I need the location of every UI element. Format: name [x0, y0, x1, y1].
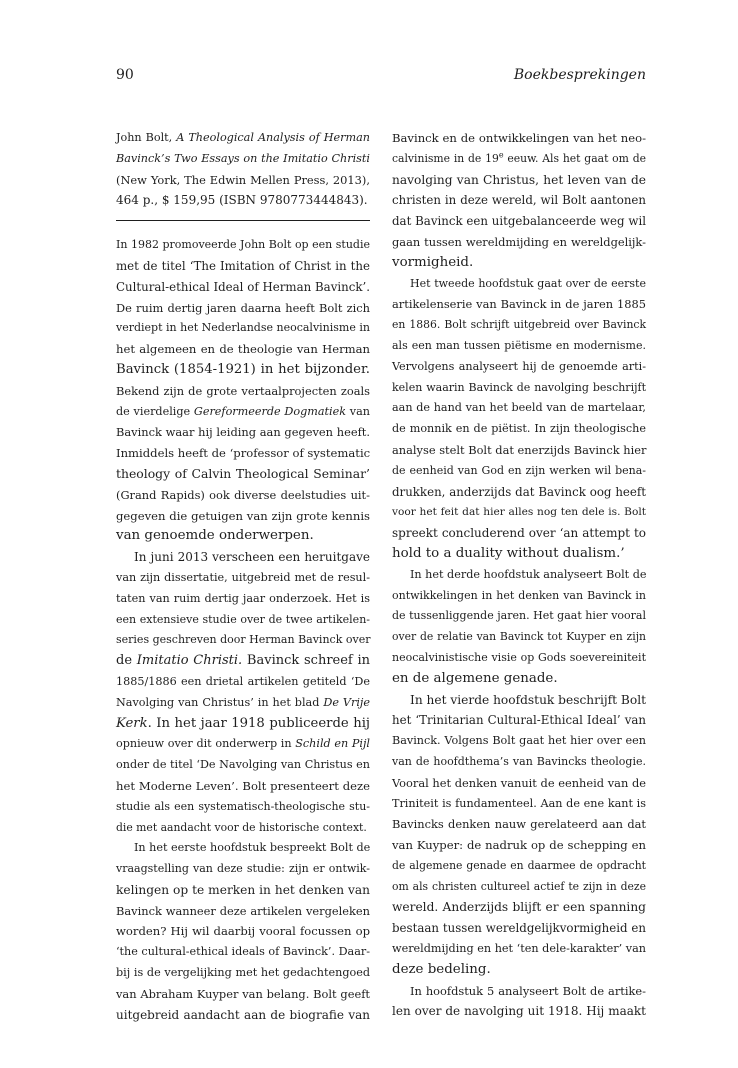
text-line: [392, 523, 646, 544]
text-run: (New York, The Edwin Mellen Press, 2013),: [116, 172, 370, 187]
text-line: [116, 128, 370, 149]
text-run: met de titel ‘The Imitation of Christ in the: [116, 258, 370, 273]
text-run: kelen waarin Bavinck de navolging beschrijft: [392, 380, 646, 394]
text-run: Bavinck en de ontwikkelingen van het neo-: [392, 131, 646, 145]
book-citation: [116, 128, 370, 211]
text-line: [392, 544, 646, 565]
text-line: [392, 190, 646, 211]
text-run: gegeven die getuigen van zijn grote kennis: [116, 508, 370, 523]
text-run: Bavinck waar hij leiding aan gegeven heeft.: [116, 425, 370, 440]
text-run: van Abraham Kuyper van belang. Bolt geeft: [116, 986, 370, 1001]
text-line: [116, 339, 370, 360]
text-line: [392, 357, 646, 378]
text-run: wereld. Anderzijds blijft er een spanning: [392, 900, 646, 915]
text-run: Triniteit is fundamenteel. Aan de ene kant is: [392, 796, 646, 810]
text-line: [392, 294, 646, 315]
text-line: [392, 502, 646, 523]
text-line: [116, 526, 370, 547]
text-run: Cultural-ethical Ideal of Herman Bavinck’.: [116, 279, 370, 294]
text-line: [116, 190, 370, 211]
text-line: [392, 814, 646, 835]
section-title: Boekbesprekingen: [513, 67, 646, 83]
text-run: vraagstelling van deze studie: zijn er ontwik-: [116, 862, 370, 876]
text-run: over de relatie van Bavinck tot Kuyper en zijn: [392, 630, 646, 644]
text-run: hold to a duality without dualism.’: [392, 545, 625, 561]
text-run: Bavincks denken nauw gerelateerd aan dat: [392, 817, 646, 832]
text-run: 464 p., $ 159,95 (ISBN 9780773444843).: [116, 193, 368, 208]
text-run: In het vierde hoofdstuk beschrijft Bolt: [410, 692, 646, 707]
italic-text: Schild en Pijl: [295, 737, 370, 751]
text-line: [116, 256, 370, 277]
text-line: [392, 586, 646, 607]
text-run: de algemene genade en daarmee de opdracht: [392, 858, 646, 872]
text-line: [116, 402, 370, 423]
text-run: Bavinck. Volgens Bolt gaat het hier over een: [392, 734, 646, 748]
text-run: len over de navolging uit 1918. Hij maakt: [392, 1004, 646, 1019]
text-run: ‘the cultural-ethical ideals of Bavinck’. Daar-: [116, 945, 371, 959]
text-run: theology of Calvin Theological Seminar’: [116, 465, 370, 481]
text-line: [392, 315, 646, 336]
text-line: [116, 589, 370, 610]
text-run: verdiept in het Nederlandse neocalvinisme in: [116, 321, 370, 335]
left-column: [116, 128, 370, 1025]
text-line: [392, 773, 646, 794]
text-line: [116, 901, 370, 922]
text-line: [116, 755, 370, 776]
text-line: [116, 880, 370, 901]
text-run: uitgebreid aandacht aan de biografie van: [116, 1007, 370, 1022]
text-line: [392, 669, 646, 690]
text-run: van de hoofdthema’s van Bavincks theologie.: [392, 754, 646, 768]
text-run: series geschreven door Herman Bavinck over: [116, 633, 371, 647]
text-line: [116, 277, 370, 298]
text-line: [392, 897, 646, 918]
text-run: bij is de vergelijking met het gedachtengoed: [116, 966, 370, 980]
text-run: bestaan tussen wereldgelijkvormigheid en: [392, 921, 646, 936]
superscript: e: [498, 150, 504, 160]
text-run: christen in deze wereld, wil Bolt aantonen: [392, 193, 646, 208]
text-line: [116, 381, 370, 402]
text-line: [392, 482, 646, 503]
text-line: [116, 734, 370, 755]
text-line: [392, 461, 646, 482]
text-run: Bavinck schreef in: [242, 653, 370, 669]
text-line: [392, 710, 646, 731]
text-line: [116, 298, 370, 319]
text-line: [392, 170, 646, 191]
text-run: In het derde hoofdstuk analyseert Bolt de: [410, 567, 647, 581]
text-run: neocalvinistische visie op Gods soevereiniteit: [392, 650, 646, 664]
text-line: [392, 856, 646, 877]
text-line: [392, 1001, 646, 1022]
text-run: de: [116, 653, 137, 669]
text-line: [392, 939, 646, 960]
text-run: van zijn dissertatie, uitgebreid met de resul-: [116, 570, 370, 584]
text-line: [392, 232, 646, 253]
text-line: [392, 211, 646, 232]
text-run: gaan tussen wereldmijding en wereldgelijk-: [392, 234, 646, 249]
text-run: van Kuyper: de nadruk op de schepping en: [392, 838, 646, 853]
italic-text: Imitatio Christi.: [136, 653, 243, 669]
text-run: In 1982 promoveerde John Bolt op een studie: [116, 238, 370, 252]
text-run: De ruim dertig jaren daarna heeft Bolt zich: [116, 300, 370, 315]
text-line: [116, 149, 370, 170]
text-run: 1885/1886 een drietal artikelen getiteld ‘De: [116, 674, 370, 688]
text-run: . In het jaar 1918 publiceerde hij: [147, 715, 370, 731]
text-line: [392, 440, 646, 461]
review-text-right: [392, 128, 646, 1022]
text-run: aan de hand van het beeld van de martelaar,: [392, 401, 646, 415]
text-run: eeuw. Als het gaat om de: [503, 151, 646, 165]
text-run: deze bedeling.: [392, 961, 491, 977]
text-run: drukken, anderzijds dat Bavinck oog heeft: [392, 484, 646, 499]
text-run: In juni 2013 verscheen een heruitgave: [134, 550, 370, 565]
text-line: [392, 960, 646, 981]
text-run: en 1886. Bolt schrijft uitgebreid over Bavinck: [392, 318, 646, 332]
text-run: opnieuw over dit onderwerp in: [116, 737, 296, 751]
text-run: John Bolt,: [116, 131, 177, 144]
text-line: [392, 690, 646, 711]
text-line: [116, 651, 370, 672]
text-line: [116, 547, 370, 568]
text-run: navolging van Christus, het leven van de: [392, 172, 646, 187]
text-run: analyse stelt Bolt dat enerzijds Bavinck hier: [392, 442, 647, 457]
text-line: [392, 565, 646, 586]
text-run: Het tweede hoofdstuk gaat over de eerste: [410, 276, 646, 290]
text-line: [116, 797, 370, 818]
text-line: [392, 752, 646, 773]
italic-text: Bavinck’s Two Essays on the Imitatio Christi: [116, 151, 370, 165]
text-line: [392, 835, 646, 856]
text-run: wereldmijding en het ‘ten dele-karakter’ van: [392, 942, 646, 956]
text-run: calvinisme in de 19: [392, 151, 499, 165]
text-run: om als christen cultureel actief te zijn in deze: [392, 879, 646, 893]
text-line: [116, 630, 370, 651]
text-run: van genoemde onderwerpen.: [116, 528, 314, 544]
italic-text: De Vrije: [323, 695, 371, 709]
text-run: Bavinck (1854-1921) in het bijzonder.: [116, 361, 370, 377]
text-line: [116, 506, 370, 527]
text-line: [116, 443, 370, 464]
text-run: spreekt concluderend over ‘an attempt to: [392, 526, 646, 541]
text-run: dat Bavinck een uitgebalanceerde weg wil: [392, 214, 646, 229]
text-run: vormigheid.: [392, 254, 474, 270]
text-line: [116, 818, 370, 839]
text-line: [116, 170, 370, 191]
text-run: Vervolgens analyseert hij de genoemde arti-: [392, 359, 646, 373]
text-run: de monnik en de piëtist. In zijn theologische: [392, 422, 646, 436]
text-run: Navolging van Christus’ in het blad: [116, 695, 324, 709]
text-run: en de algemene genade.: [392, 670, 558, 686]
text-run: studie als een systematisch-theologische stu-: [116, 799, 370, 813]
italic-text: Kerk: [116, 715, 148, 731]
text-run: een extensieve studie over de twee artikelen-: [116, 612, 370, 626]
text-line: [392, 794, 646, 815]
text-line: [392, 149, 646, 170]
text-line: [116, 838, 370, 859]
text-line: [392, 731, 646, 752]
text-line: [116, 942, 370, 963]
page-number: 90: [116, 67, 134, 83]
citation-divider: [116, 220, 370, 221]
text-run: Bavinck wanneer deze artikelen vergeleken: [116, 903, 370, 918]
italic-text: A Theological Analysis of Herman: [176, 131, 370, 144]
text-line: [392, 128, 646, 149]
text-line: [392, 274, 646, 295]
text-run: Vooral het denken vanuit de eenheid van de: [392, 775, 646, 790]
text-line: [392, 981, 646, 1002]
right-column: [392, 128, 646, 1022]
text-run: de tussenliggende jaren. Het gaat hier vooral: [392, 609, 646, 623]
text-run: artikelenserie van Bavinck in de jaren 1885: [392, 297, 646, 312]
text-run: als een man tussen piëtisme en modernisme.: [392, 338, 646, 352]
text-line: [392, 336, 646, 357]
text-run: In hoofdstuk 5 analyseert Bolt de artike-: [410, 983, 646, 998]
text-line: [116, 693, 370, 714]
text-line: [116, 984, 370, 1005]
text-line: [392, 606, 646, 627]
text-line: [392, 419, 646, 440]
text-run: die met aandacht voor de historische context.: [116, 820, 367, 834]
text-line: [116, 921, 370, 942]
text-line: [116, 672, 370, 693]
text-line: [116, 485, 370, 506]
text-run: (Grand Rapids) ook diverse deelstudies uit-: [116, 487, 370, 502]
text-run: onder de titel ‘De Navolging van Christus en: [116, 758, 370, 772]
text-line: [116, 859, 370, 880]
text-line: [116, 318, 370, 339]
text-run: Inmiddels heeft de ‘professor of systematic: [116, 446, 371, 461]
text-line: [116, 422, 370, 443]
text-line: [116, 464, 370, 485]
text-run: worden? Hij wil daarbij vooral focussen op: [116, 924, 370, 939]
italic-text: Gereformeerde Dogmatiek: [193, 404, 347, 418]
text-line: [392, 877, 646, 898]
text-run: van: [346, 404, 370, 418]
text-run: voor het feit dat hier alles nog ten dele is. Bolt: [392, 506, 646, 519]
text-line: [392, 627, 646, 648]
text-line: [392, 378, 646, 399]
text-run: de vierdelige: [116, 404, 194, 418]
text-run: kelingen op te merken in het denken van: [116, 882, 370, 897]
text-line: [116, 235, 370, 256]
text-line: [116, 568, 370, 589]
text-line: [116, 963, 370, 984]
text-run: het ‘Trinitarian Cultural-Ethical Ideal’ van: [392, 713, 646, 728]
text-run: Bekend zijn de grote vertaalprojecten zoals: [116, 383, 370, 398]
text-line: [392, 253, 646, 274]
text-line: [392, 918, 646, 939]
text-run: In het eerste hoofdstuk bespreekt Bolt de: [134, 841, 371, 855]
text-line: [392, 398, 646, 419]
text-run: het Moderne Leven’. Bolt presenteert deze: [116, 778, 370, 793]
review-text-left: [116, 235, 370, 1025]
text-run: het algemeen en de theologie van Herman: [116, 342, 370, 357]
text-run: ontwikkelingen in het denken van Bavinck in: [392, 588, 646, 602]
text-line: [116, 776, 370, 797]
text-line: [392, 648, 646, 669]
text-line: [116, 714, 370, 735]
text-line: [116, 1005, 370, 1026]
text-run: taten van ruim dertig jaar onderzoek. Het is: [116, 591, 370, 605]
text-line: [116, 360, 370, 381]
text-line: [116, 610, 370, 631]
text-run: de eenheid van God en zijn werken wil bena-: [392, 463, 646, 477]
